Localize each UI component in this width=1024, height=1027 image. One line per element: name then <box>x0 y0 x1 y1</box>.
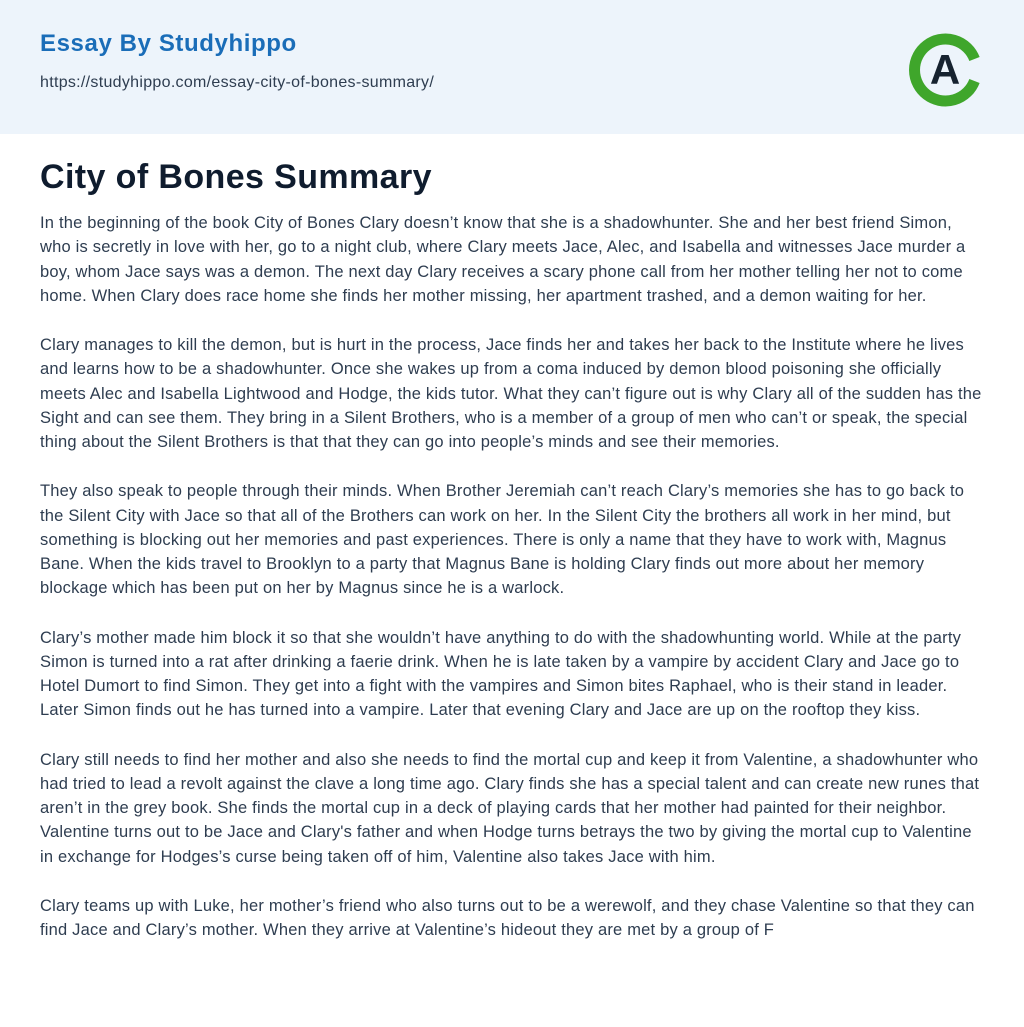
article <box>0 134 1024 942</box>
site-header <box>0 0 1024 134</box>
article-paragraph-2: Clary manages to kill the demon, but is hurt in the process, Jace finds her and takes her back to the Institute where he lives and learns how to be a shadowhunter. Once she wakes up from a coma induced by demon blood poisoning she officially meets Alec and Isabella Lightwood and Hodge, the kids tutor. What they can’t figure out is why Clary all of the sudden has the Sight and can see them. They bring in a Silent Brothers, who is a member of a group of men who can’t or speak, the special thing about the Silent Brothers is that that they can go into people’s minds and see their memories. <box>40 336 982 451</box>
source-url-link[interactable]: https://studyhippo.com/essay-city-of-bones-summary/ <box>40 74 435 91</box>
article-paragraph-1: In the beginning of the book City of Bones Clary doesn’t know that she is a shadowhunter. She and her best friend Simon, who is secretly in love with her, go to a night club, where Clary meets Jace, Alec, and Isabella and witnesses Jace murder a boy, whom Jace says was a demon. The next day Clary receives a scary phone call from her mother telling her not to come home. When Clary does race home she finds her mother missing, her apartment trashed, and a demon waiting for her. <box>40 214 966 305</box>
article-paragraph-4: Clary’s mother made him block it so that she wouldn’t have anything to do with the shadowhunting world. While at the party Simon is turned into a rat after drinking a faerie drink. When he is late taken by a vampire by accident Clary and Jace go to Hotel Dumort to find Simon. They get into a fight with the vampires and Simon bites Raphael, who is their stand in leader. Later Simon finds out he has turned into a vampire. Later that evening Clary and Jace are up on the rooftop they kiss. <box>40 628 962 720</box>
site-title: Essay By Studyhippo <box>40 30 297 57</box>
article-paragraph-3: They also speak to people through their minds. When Brother Jeremiah can’t reach Clary’s memories she has to go back to the Silent City with Jace so that all of the Brothers can work on her. In the Silent City the brothers all work in her mind, but something is blocking out her memories and past experiences. There is only a name that they have to work with, Magnus Bane. When the kids travel to Brooklyn to a party that Magnus Bane is holding Clary finds out more about her memory blockage which has been put on her by Magnus since he is a warlock. <box>40 482 965 598</box>
article-title: City of Bones Summary <box>40 158 432 196</box>
article-paragraph-6: Clary teams up with Luke, her mother’s friend who also turns out to be a werewolf, and they chase Valentine so that they can find Jace and Clary’s mother. When they arrive at Valentine’s hideout they are met by a group of F <box>40 896 975 939</box>
article-paragraph-5: Clary still needs to find her mother and also she needs to find the mortal cup and keep it from Valentine, a shadowhunter who had tried to lead a revolt against the clave a long time ago. Clary finds she has a special talent and can create new runes that aren’t in the grey book. She finds the mortal cup in a deck of playing cards that her mother had painted for their neighbor. Valentine turns out to be Jace and Clary's father and when Hodge turns betrays the two by giving the mortal cup to Valentine in exchange for Hodges’s curse being taken off of him, Valentine also takes Jace with him. <box>40 750 980 866</box>
logo-letter: A <box>929 46 961 93</box>
studyhippo-logo-icon <box>908 32 984 108</box>
header-text <box>40 30 434 92</box>
